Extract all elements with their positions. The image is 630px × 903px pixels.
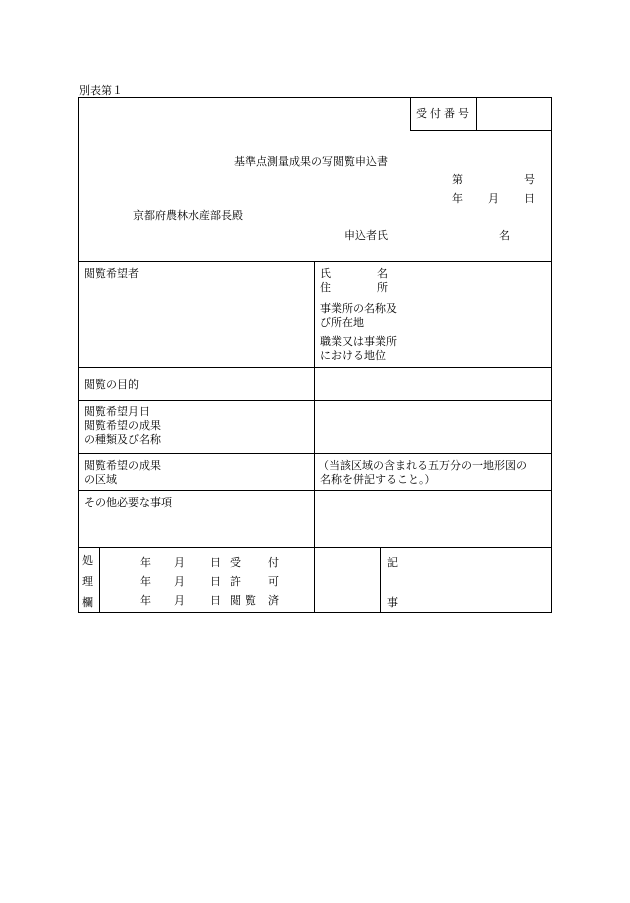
row2-action-b: 可 xyxy=(268,575,279,588)
row3-month: 月 xyxy=(174,594,185,607)
row1-day: 日 xyxy=(210,556,221,569)
viewer-office-line1: 事業所の名称及 xyxy=(320,302,397,315)
viewer-name-b: 名 xyxy=(377,267,388,280)
viewer-addr-b: 所 xyxy=(377,281,388,294)
date-results-line2: 閲覧希望の成果 xyxy=(84,419,161,432)
viewer-job-line2: における地位 xyxy=(320,349,386,362)
document-title: 基準点測量成果の写閲覧申込書 xyxy=(234,155,388,168)
number-dai: 第 xyxy=(452,173,463,186)
area-label-line1: 閲覧希望の成果 xyxy=(84,459,161,472)
row3-year: 年 xyxy=(140,594,151,607)
date-year: 年 xyxy=(452,192,463,205)
row3-action-a: 閲覧 xyxy=(230,594,260,607)
other-label: その他必要な事項 xyxy=(84,496,172,509)
viewer-job-line1: 職業又は事業所 xyxy=(320,335,397,348)
date-day: 日 xyxy=(524,192,535,205)
number-go: 号 xyxy=(524,173,535,186)
row2-year: 年 xyxy=(140,575,151,588)
applicant-label: 申込者氏 xyxy=(344,229,388,242)
area-note-line2: 名称を併記すること。） xyxy=(320,473,436,486)
remarks-ki: 記 xyxy=(387,556,398,569)
form-number: 別表第１ xyxy=(79,84,123,97)
row2-month: 月 xyxy=(174,575,185,588)
area-label-line2: の区域 xyxy=(84,473,117,486)
remarks-ji: 事 xyxy=(387,596,398,609)
row1-action-b: 付 xyxy=(268,556,279,569)
addressee: 京都府農林水産部長殿 xyxy=(133,209,243,222)
row1-month: 月 xyxy=(174,556,185,569)
processing-side-2: 理 xyxy=(82,575,93,588)
viewer-label: 閲覧希望者 xyxy=(84,267,139,280)
row2-day: 日 xyxy=(210,575,221,588)
viewer-office-line2: び所在地 xyxy=(320,316,364,329)
date-results-line3: の種類及び名称 xyxy=(84,433,161,446)
processing-side-3: 欄 xyxy=(82,596,93,609)
row2-action-a: 許 xyxy=(230,575,241,588)
reception-label: 受付番号 xyxy=(416,107,472,120)
viewer-addr-a: 住 xyxy=(320,281,331,294)
area-note-line1: （当該区域の含まれる五万分の一地形図の xyxy=(318,459,527,472)
row3-day: 日 xyxy=(210,594,221,607)
row1-action-a: 受 xyxy=(230,556,241,569)
processing-side-1: 処 xyxy=(82,554,93,567)
applicant-name-suffix: 名 xyxy=(499,229,510,242)
row1-year: 年 xyxy=(140,556,151,569)
viewer-name-a: 氏 xyxy=(320,267,331,280)
date-results-line1: 閲覧希望月日 xyxy=(84,405,150,418)
row3-action-b: 済 xyxy=(268,594,279,607)
purpose-label: 閲覧の目的 xyxy=(84,378,139,391)
date-month: 月 xyxy=(488,192,499,205)
